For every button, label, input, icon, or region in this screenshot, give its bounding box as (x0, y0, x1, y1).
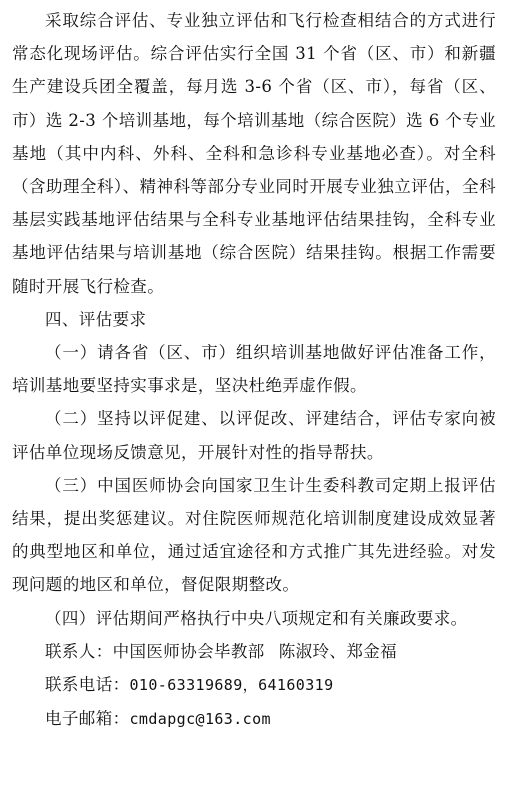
contact-email-value[interactable]: cmdapgc@163.com (129, 710, 271, 729)
contact-phone-value: 010-63319689，64160319 (129, 676, 334, 695)
requirement-item-2: （二）坚持以评促建、以评促改、评建结合，评估专家向被评估单位现场反馈意见，开展针对性的指导帮扶。 (12, 409, 496, 462)
requirement-item-1: （一）请各省（区、市）组织培训基地做好评估准备工作，培训基地要坚持实事求是，坚决杜绝弄虚作假。 (12, 343, 496, 396)
contact-person-names: 陈淑玲、郑金福 (278, 641, 398, 661)
contact-email-label: 电子邮箱： (45, 709, 130, 729)
contact-person-org: 中国医师协会毕教部 (112, 641, 265, 661)
contact-phone-line (0, 668, 518, 702)
paragraph-evaluation-method: 采取综合评估、专业独立评估和飞行检查相结合的方式进行常态化现场评估。综合评估实行全国 31 个省（区、市）和新疆生产建设兵团全覆盖，每月选 3-6 个省（区、市），每省（区、市）选 2-3 个培训基地，每个培训基地（综合医院）选 6 个专业基地（其中内科、外科、全科和急诊科专业基地必查）。对全科（含助理全科）、精神科等部分专业同时开展专业独立评估，全科基层实践基地评估结果与全科专业基地评估结果挂钩，全科专业基地评估结果与培训基地（综合医院）结果挂钩。根据工作需要随时开展飞行检查。 (12, 11, 496, 296)
contact-phone-label: 联系电话： (45, 675, 130, 695)
requirement-item-4: （四）评估期间严格执行中央八项规定和有关廉政要求。 (45, 608, 468, 628)
contact-person-line (0, 635, 518, 668)
section-heading-requirements: 四、评估要求 (45, 309, 147, 329)
requirement-item-3: （三）中国医师协会向国家卫生计生委科教司定期上报评估结果，提出奖惩建议。对住院医师规范化培训制度建设成效显著的典型地区和单位，通过适宜途径和方式推广其先进经验。对发现问题的地区和单位，督促限期整改。 (12, 475, 496, 595)
contact-person-label: 联系人： (45, 641, 113, 661)
contact-email-line (0, 702, 518, 736)
